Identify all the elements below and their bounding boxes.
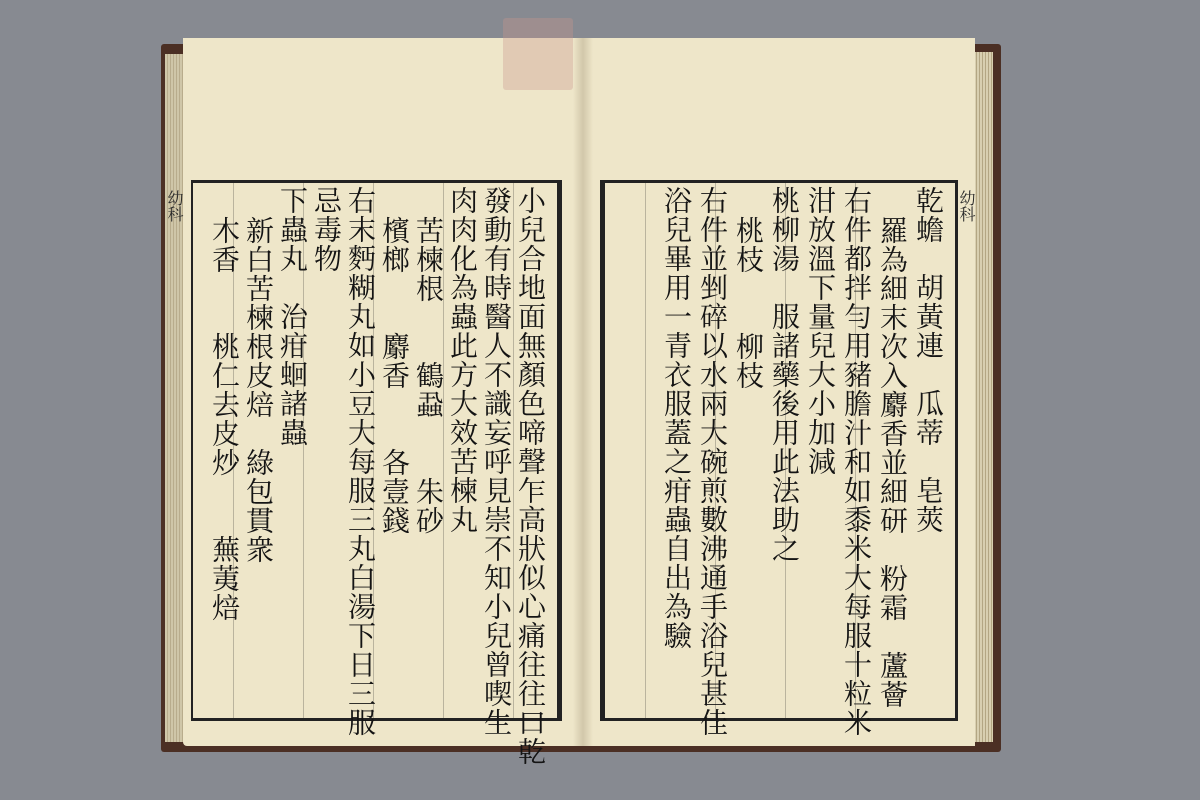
left-column-2: 發動有時醫人不識妄呼見崇不知小兒曾喫生 [480, 186, 513, 737]
right-column-2: 羅為細末次入麝香並細研 粉霜 蘆薈 [876, 216, 909, 709]
right-column-7: 右件並剉碎以水兩大碗煎數沸通手浴兒甚佳 [696, 186, 729, 737]
left-column-1: 小兒合地面無顏色啼聲乍高狀似心痛往往口乾 [514, 186, 547, 766]
left-column-10: 木香 桃仁去皮炒 蕪荑焙 [208, 216, 241, 622]
left-column-8: 下蟲丸 治疳蛔諸蟲 [276, 186, 309, 447]
right-column-5: 桃柳湯 服諸藥後用此法助之 [768, 186, 801, 563]
right-column-3: 右件都拌勻用豬膽汁和如黍米大每服十粒米 [840, 186, 873, 737]
right-column-1: 乾蟾 胡黃連 瓜蒂 皂莢 [912, 186, 945, 534]
left-column-7: 忌毒物 [310, 186, 343, 273]
open-book [155, 30, 1005, 766]
left-column-9: 新白苦楝根皮焙 綠包貫衆 [242, 216, 275, 564]
left-column-4: 苦楝根 鶴蝨 朱砂 [412, 216, 445, 535]
left-column-3: 肉肉化為蟲此方大效苦楝丸 [446, 186, 479, 534]
right-column-8: 浴兒畢用一青衣服蓋之疳蟲自出為驗 [660, 186, 693, 650]
left-margin-label: 幼科 [165, 190, 184, 222]
right-column-6: 桃枝 柳枝 [732, 216, 765, 390]
left-column-6: 右末麪糊丸如小豆大每服三丸白湯下日三服 [344, 186, 377, 737]
left-column-5: 檳榔 麝香 各壹錢 [378, 216, 411, 535]
library-stamp [503, 18, 573, 90]
book-gutter [573, 38, 593, 746]
right-margin-label: 幼科 [957, 190, 976, 222]
right-column-4: 泔放溫下量兒大小加減 [804, 186, 837, 476]
